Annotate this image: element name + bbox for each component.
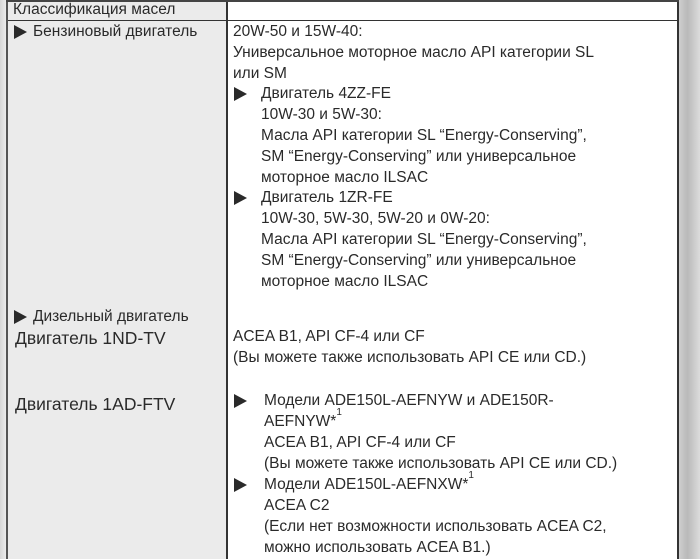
engine-1ad-label: Двигатель 1AD-FTV (15, 394, 176, 414)
label-column (6, 0, 228, 559)
text-line: SM “Energy-Conserving” или универсальное (261, 148, 577, 165)
arrow-icon (234, 394, 247, 408)
text-line: (Вы можете также использовать API CE или CD.) (233, 349, 587, 366)
footnote-mark: 1 (468, 469, 474, 481)
engine-1zr-title: Двигатель 1ZR-FE (261, 189, 393, 206)
text-line: Универсальное моторное масло API категории SL (233, 44, 595, 61)
gasoline-engine-label: Бензиновый двигатель (33, 23, 198, 40)
arrow-icon (234, 191, 247, 205)
text-line: 10W-30 и 5W-30: (261, 106, 382, 123)
diesel-engine-label: Дизельный двигатель (33, 308, 189, 325)
page-shadow (679, 0, 700, 559)
table-border-left (6, 0, 8, 559)
text-line: (Вы можете также использовать API CE или CD.) (264, 455, 618, 472)
arrow-icon (234, 478, 247, 492)
model-code: AEFNYW* (264, 413, 337, 430)
text-line: 20W-50 и 15W-40: (233, 23, 363, 40)
text-line: Масла API категории SL “Energy-Conserving”, (261, 231, 587, 248)
footnote-mark: 1 (336, 406, 342, 418)
text-line: ACEA C2 (264, 497, 330, 514)
arrow-icon (234, 87, 247, 101)
model-code: Модели ADE150L-AEFNXW* (264, 476, 469, 493)
text-line: ACEA B1, API CF-4 или CF (233, 328, 425, 345)
text-line: (Если нет возможности использовать ACEA C2, (264, 518, 607, 535)
text-line (264, 406, 342, 432)
text-line: ACEA B1, API CF-4 или CF (264, 434, 456, 451)
text-line: или SM (233, 65, 287, 82)
text-line: 10W-30, 5W-30, 5W-20 и 0W-20: (261, 210, 490, 227)
oil-classification-label: Классификация масел (13, 1, 176, 18)
engine-4zz-title: Двигатель 4ZZ-FE (261, 85, 391, 102)
arrow-icon (14, 25, 27, 39)
text-line: моторное масло ILSAC (261, 169, 429, 186)
arrow-icon (14, 310, 27, 324)
engine-1nd-label: Двигатель 1ND-TV (15, 328, 166, 348)
text-line: моторное масло ILSAC (261, 273, 429, 290)
text-line (264, 469, 474, 495)
text-line: Модели ADE150L-AEFNYW и ADE150R- (264, 392, 554, 409)
text-line: Масла API категории SL “Energy-Conserving”, (261, 127, 587, 144)
text-line: SM “Energy-Conserving” или универсальное (261, 252, 577, 269)
text-line: можно использовать ACEA B1.) (264, 539, 491, 556)
